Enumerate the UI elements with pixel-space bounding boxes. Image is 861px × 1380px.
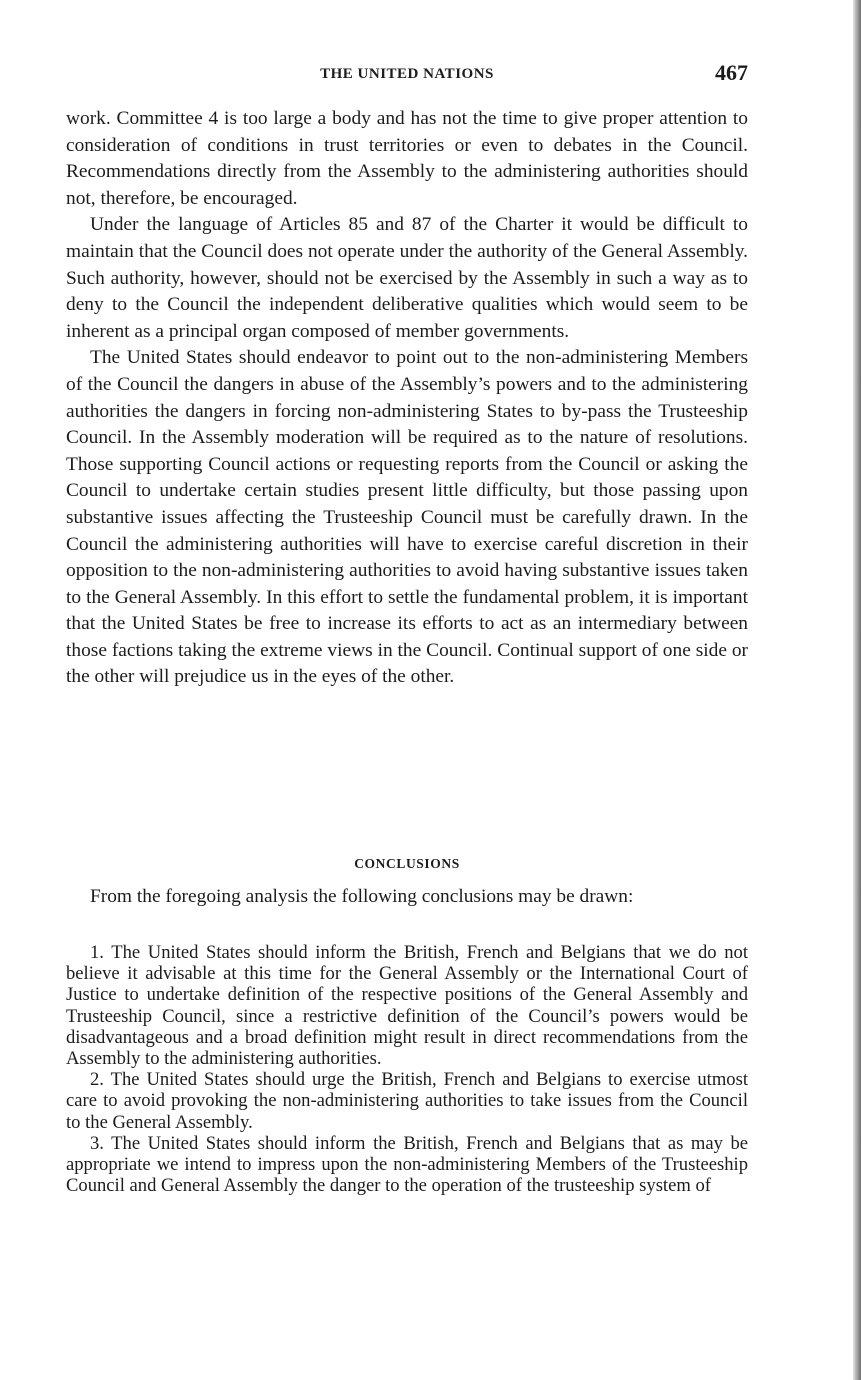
paragraph-us-position: The United States should endeavor to point out to the non-administering Members of the Council the dangers in abuse of the Assembly’s powers and to the administering authorities the dangers in forcing non-administering States to by-pass the Trusteeship Council. In the Assembly moderation will be required as to the nature of resolutions. Those supporting Council actions or requesting reports from the Council or asking the Council to undertake certain studies present little difficulty, but those passing upon substantive issues affecting the Trusteeship Council must be carefully drawn. In the Council the administering authorities will have to exercise careful discretion in their opposition to the non-administering authorities to avoid having substantive issues taken to the General Assembly. In this effort to settle the fundamental problem, it is important that the United States be free to increase its efforts to act as an intermediary between those factions taking the extreme views in the Council. Continual support of one side or the other will prejudice us in the eyes of the other. xyxy=(66,347,748,688)
body-text xyxy=(66,106,748,691)
page-edge-shadow xyxy=(853,0,861,1380)
conclusion-item: 1. The United States should inform the British, French and Belgians that we do not believe it advisable at this time for the General Assembly or the International Court of Justice to undertake definition of the respective positions of the General Assembly and Trusteeship Council, since a restrictive definition of the Council’s powers would be disadvantageous and a broad definition might result in direct recommendations from the Assembly to the administering authorities. xyxy=(66,942,748,1070)
conclusion-item: 3. The United States should inform the British, French and Belgians that as may be appropriate we intend to impress upon the non-administering Members of the Trusteeship Council and General Assembly the danger to the operation of the trusteeship system of xyxy=(66,1132,748,1197)
conclusions-list xyxy=(66,942,748,1196)
running-title: THE UNITED NATIONS xyxy=(320,66,494,82)
running-head xyxy=(66,60,748,90)
page-number: 467 xyxy=(715,60,748,85)
paragraph-articles: Under the language of Articles 85 and 87 of the Charter it would be difficult to maintain that the Council does not operate under the authority of the General Assembly. Such authority, however, should not be exercised by the Assembly in such a way as to deny to the Council the independent deliberative qualities which would seem to be inherent as a principal organ composed of member governments. xyxy=(66,214,748,342)
section-heading-conclusions: CONCLUSIONS xyxy=(354,856,460,871)
conclusions-intro xyxy=(66,884,748,910)
conclusions-intro-paragraph: From the foregoing analysis the following conclusions may be drawn: xyxy=(90,886,634,907)
conclusion-item: 2. The United States should urge the British, French and Belgians to exercise utmost care to avoid provoking the non-administering authorities to take issues from the Council to the General Assembly. xyxy=(66,1069,748,1133)
paragraph-continuation: work. Committee 4 is too large a body and has not the time to give proper attention to consideration of conditions in trust territories or even to debates in the Council. Recommendations directly from the Assembly to the administering authorities should not, therefore, be encouraged. xyxy=(66,108,748,209)
